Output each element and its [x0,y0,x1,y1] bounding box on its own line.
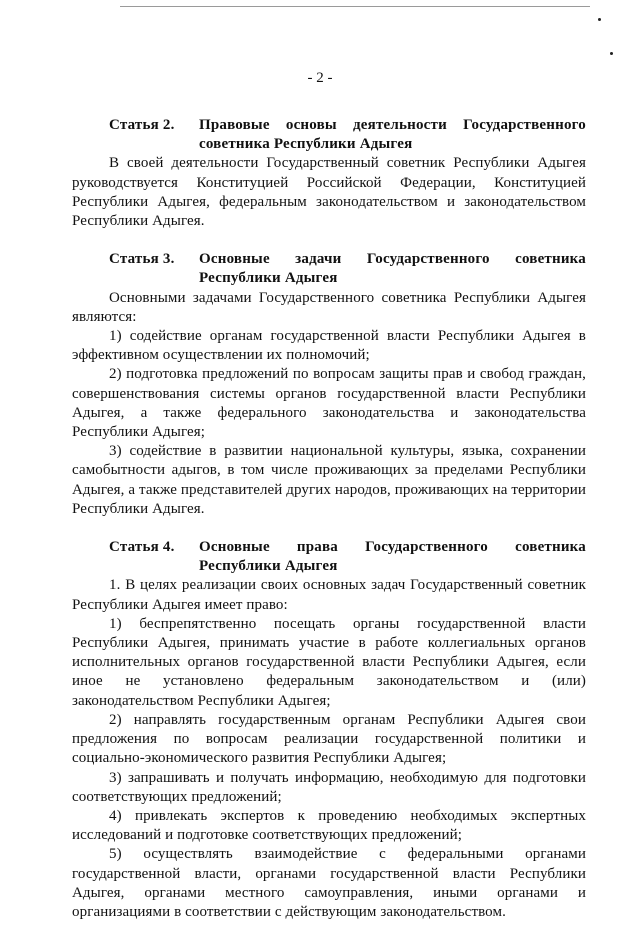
article-number: Статья 3. [109,251,175,268]
paragraph: Основными задачами Государственного советника Республики Адыгея являются: [72,289,586,325]
article-2 [72,116,586,231]
paragraph: В своей деятельности Государственный советник Республики Адыгея руководствуется Конституцией Российской Федерации, Конституцией Республики Адыгея, федеральным законодательством и законодательством Республики Адыгея. [72,155,586,230]
document-body [72,116,586,941]
article-heading [72,250,586,288]
paragraph: 1) содействие органам государственной власти Республики Адыгея в эффективном осуществлении их полномочий; [72,328,586,364]
article-title: Основные задачи Государственного советника Республики Адыгея [199,251,586,287]
scan-speck [610,52,613,55]
article-title: Правовые основы деятельности Государственного советника Республики Адыгея [199,117,586,153]
article-title: Основные права Государственного советника Республики Адыгея [199,539,586,575]
paragraph: 2) подготовка предложений по вопросам защиты прав и свобод граждан, совершенствования системы органов государственной власти Республики Адыгея, а также федерального законодательства и законодательства Республики Адыгея; [72,366,586,441]
article-3 [72,250,586,519]
paragraph: 4) привлекать экспертов к проведению необходимых экспертных исследований и подготовке соответствующих предложений; [72,807,586,844]
paragraph: 1) беспрепятственно посещать органы государственной власти Республики Адыгея, принимать участие в работе коллегиальных органов исполнительных органов государственной власти Республики Адыгея, если иное не установлено федеральным законодательством и (или) законодательством Республики Адыгея; [72,615,586,709]
page-number: - 2 - [307,70,333,86]
article-number: Статья 2. [109,117,175,133]
scan-edge-line [120,6,590,7]
paragraph: 1. В целях реализации своих основных задач Государственный советник Республики Адыгея имеет право: [72,577,586,613]
article-number: Статья 4. [109,539,175,556]
paragraph: 2) направлять государственным органам Республики Адыгея свои предложения по вопросам реализации государственной политики и социально-экономического развития Республики Адыгея; [72,711,586,767]
scan-speck [598,18,601,21]
paragraph: 3) запрашивать и получать информацию, необходимую для подготовки соответствующих предложений; [72,769,586,805]
paragraph: 5) осуществлять взаимодействие с федеральными органами государственной власти, органами государственной власти Республики Адыгея, органами местного самоуправления, иными органами и организациями в соответствии с действующим законодательством. [72,846,586,920]
paragraph: 3) содействие в развитии национальной культуры, языка, сохранении самобытности адыгов, в том числе проживающих за пределами Республики Адыгея, а также представителей других народов, проживающих на территории Республики Адыгея. [72,443,586,517]
article-heading [72,538,586,576]
article-heading [72,116,586,154]
article-4 [72,538,586,922]
